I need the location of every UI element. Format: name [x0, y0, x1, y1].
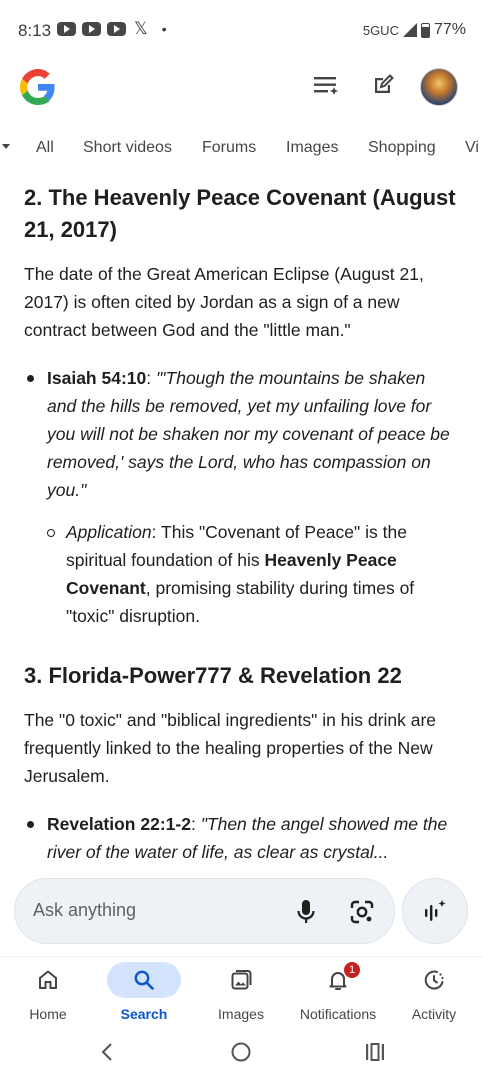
tab-forums[interactable]: Forums	[202, 139, 257, 156]
bullet-dot	[27, 375, 34, 382]
list-item	[47, 364, 457, 504]
youtube-icon	[57, 22, 76, 36]
sub-list-item	[66, 518, 458, 630]
application-bold: Heavenly Peace Covenant	[66, 550, 397, 598]
scripture-ref: Revelation 22:1-2	[47, 814, 191, 834]
nav-label: Images	[218, 1006, 264, 1022]
nav-home[interactable]	[0, 962, 96, 1026]
signal-icon	[403, 23, 417, 37]
activity-icon	[422, 968, 446, 992]
scripture-quote: "Then the angel showed me the river of the water of life, as clear as crystal...	[47, 814, 448, 862]
nav-label: Home	[29, 1006, 67, 1022]
lens-icon[interactable]	[348, 898, 376, 931]
nav-label: Activity	[411, 1006, 457, 1022]
home-icon	[36, 968, 60, 992]
tab-images[interactable]: Images	[286, 139, 339, 156]
sub-bullet-ring	[47, 529, 55, 537]
separator: :	[146, 368, 156, 388]
images-icon	[229, 968, 253, 992]
scripture-quote: "'Though the mountains be shaken and the hills be removed, yet my unfailing love for you will not be shaken nor my covenant of peace be removed,' says the Lord, who has compassion on you."	[47, 368, 450, 500]
scripture-ref: Isaiah 54:10	[47, 368, 147, 388]
edit-icon[interactable]	[368, 70, 398, 100]
bullet-dot	[27, 821, 34, 828]
nav-search[interactable]	[96, 962, 192, 1026]
notification-icons	[57, 19, 167, 38]
tab-all[interactable]: All	[36, 139, 54, 156]
recents-icon[interactable]	[360, 1040, 390, 1064]
tabs-menu-caret-icon[interactable]	[2, 144, 10, 149]
avatar[interactable]	[420, 68, 458, 106]
nav-activity[interactable]	[386, 962, 482, 1026]
section-heading: 2. The Heavenly Peace Covenant (August 21, 2017)	[24, 185, 456, 242]
status-bar	[0, 0, 482, 60]
tab-short-videos[interactable]: Short videos	[83, 139, 172, 156]
youtube-icon	[107, 22, 126, 36]
ai-mode-button[interactable]	[402, 878, 468, 944]
google-logo[interactable]	[20, 68, 56, 111]
application-text-b: , promising stability during times of "toxic" disruption.	[66, 578, 415, 626]
filter-list-icon[interactable]	[311, 70, 341, 100]
list-item	[47, 810, 457, 866]
nav-notifications[interactable]	[290, 962, 386, 1026]
x-app-icon: 𝕏	[134, 19, 148, 38]
home-circle-icon[interactable]	[226, 1040, 256, 1064]
youtube-icon	[82, 22, 101, 36]
mic-icon[interactable]	[296, 898, 316, 931]
status-right	[363, 21, 466, 39]
search-icon	[132, 968, 156, 992]
tab-videos[interactable]: Vi	[465, 139, 479, 156]
back-icon[interactable]	[92, 1040, 122, 1064]
separator: :	[190, 814, 201, 834]
section-paragraph: The date of the Great American Eclipse (August 21, 2017) is often cited by Jordan as a sign of a new contract between God and the "little man."	[24, 264, 424, 340]
ask-placeholder: Ask anything	[33, 900, 137, 920]
tab-shopping[interactable]: Shopping	[368, 139, 436, 156]
network-type: 5GUC	[362, 22, 399, 38]
battery-icon	[421, 23, 430, 38]
section-paragraph: The "0 toxic" and "biblical ingredients" in his drink are frequently linked to the healing properties of the New Jerusalem.	[24, 710, 437, 786]
application-text-a: : This "Covenant of Peace" is the spiritual foundation of his	[66, 522, 407, 570]
nav-images[interactable]	[193, 962, 289, 1026]
notification-badge: 1	[343, 961, 361, 979]
nav-label: Search	[120, 1006, 168, 1022]
status-time: 8:13	[18, 21, 52, 40]
more-notifications-dot: •	[161, 21, 167, 37]
nav-label: Notifications	[299, 1006, 377, 1022]
ai-sparkle-icon	[423, 898, 447, 924]
battery-level: 77%	[433, 21, 466, 38]
section-heading: 3. Florida-Power777 & Revelation 22	[24, 663, 402, 688]
application-label: Application	[66, 522, 152, 542]
